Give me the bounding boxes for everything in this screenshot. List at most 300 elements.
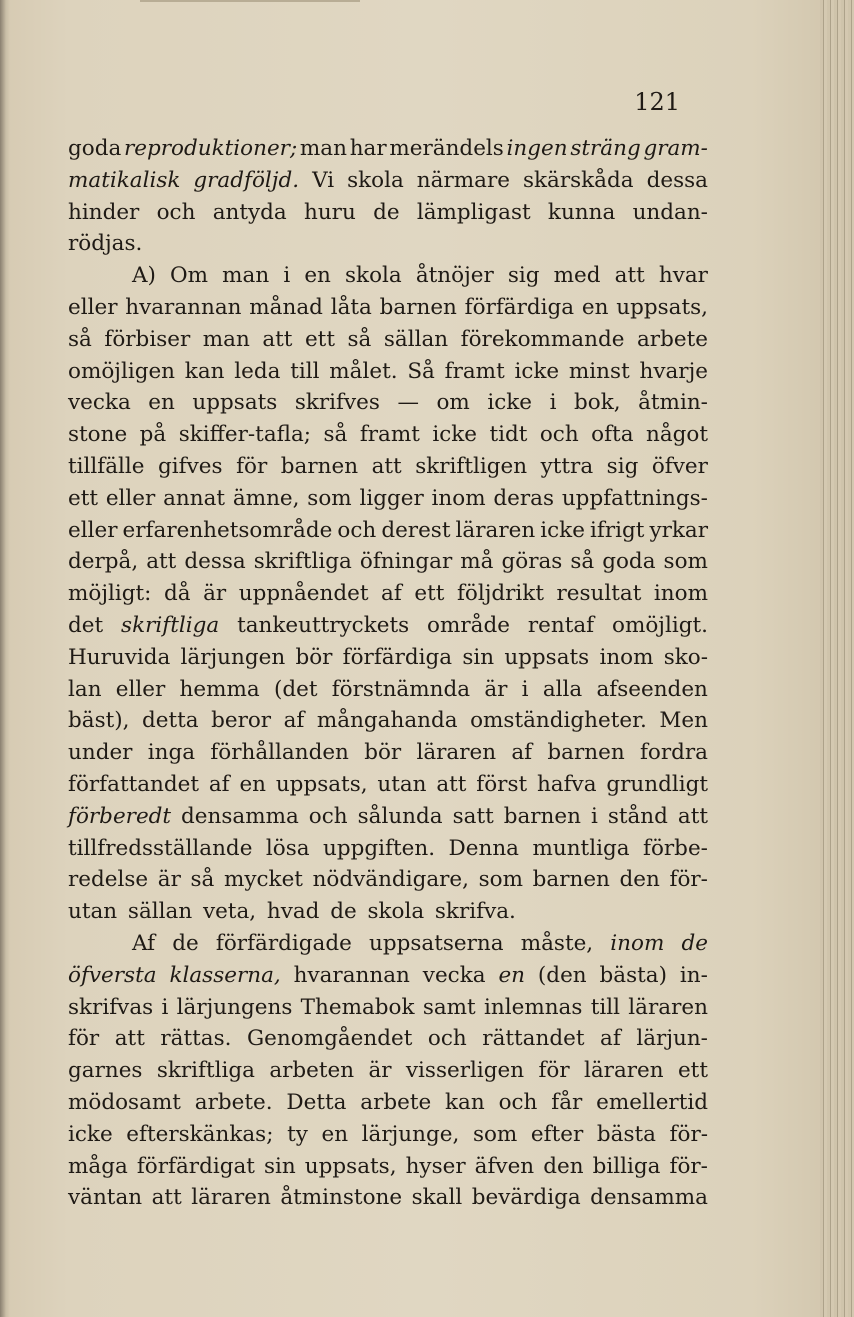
word: mycket xyxy=(223,867,303,893)
word: skola xyxy=(345,263,402,289)
word: skola xyxy=(367,899,425,925)
word: skriftliga xyxy=(156,1058,255,1084)
word: för- xyxy=(669,1121,708,1147)
word: Themabok xyxy=(300,994,415,1020)
word: så xyxy=(190,867,215,893)
word: inom xyxy=(610,930,665,956)
word: hinder xyxy=(68,199,140,225)
word: garnes xyxy=(68,1058,143,1084)
word: att xyxy=(677,803,708,829)
word: de xyxy=(330,899,357,925)
word: i xyxy=(521,676,529,702)
word: veta, xyxy=(202,899,257,925)
word: eller xyxy=(115,676,166,702)
word: redelse xyxy=(68,867,149,893)
text-line xyxy=(68,515,708,547)
page-left-edge xyxy=(0,0,10,1317)
word: en xyxy=(148,390,175,416)
word: man xyxy=(222,263,270,289)
word: matikalisk xyxy=(68,167,181,193)
word: merändels xyxy=(389,136,504,161)
word: i xyxy=(590,803,598,829)
word: läraren xyxy=(191,1185,271,1211)
text-line xyxy=(68,896,708,928)
word: leda xyxy=(234,358,281,384)
text-line xyxy=(68,769,708,801)
word: sålunda xyxy=(357,803,443,829)
word: tankeuttryckets xyxy=(237,612,410,638)
word: derpå, xyxy=(68,549,139,575)
word: hvad xyxy=(266,899,320,925)
word: huru xyxy=(303,199,356,225)
word: och xyxy=(539,422,579,448)
word: kunna xyxy=(547,199,616,225)
word: icke xyxy=(514,358,560,384)
word: gram- xyxy=(643,136,708,161)
text-line xyxy=(68,451,708,483)
word: då xyxy=(163,581,191,607)
word: skriftliga xyxy=(121,612,220,638)
word: till xyxy=(290,358,320,384)
word: i xyxy=(161,994,169,1020)
word: uppsats xyxy=(504,644,590,670)
word: eller xyxy=(105,485,156,511)
word: goda xyxy=(602,549,656,575)
word: måste, xyxy=(520,930,594,956)
text-line xyxy=(68,610,708,642)
word: att xyxy=(436,771,467,797)
word: efterskänkas; xyxy=(126,1121,274,1147)
word: en xyxy=(321,1121,349,1147)
word: som xyxy=(478,867,523,893)
word: skriftliga xyxy=(253,549,352,575)
word: förfärdiga xyxy=(342,644,453,670)
text-line xyxy=(68,1087,708,1119)
word: rentaf xyxy=(527,612,595,638)
word: för- xyxy=(669,1153,708,1179)
word: derest xyxy=(381,517,451,543)
word: eller xyxy=(68,294,118,320)
text-line xyxy=(68,992,708,1024)
text-line xyxy=(68,197,708,229)
word: uppsats, xyxy=(275,771,368,797)
word: närmare xyxy=(416,167,510,193)
word: under xyxy=(68,740,133,766)
text-line xyxy=(68,1151,708,1183)
text-line xyxy=(68,674,708,706)
word: månad xyxy=(249,294,323,320)
word: arbete. xyxy=(194,1089,273,1115)
word: Vi xyxy=(312,167,335,193)
word: hemma xyxy=(179,676,260,702)
word: åtnöjer xyxy=(415,263,494,289)
text-line xyxy=(68,228,708,260)
word: bevärdiga xyxy=(471,1185,581,1211)
word: förhållanden xyxy=(210,740,349,766)
word: hvarannan xyxy=(125,294,242,320)
word: erfarenhetsområde xyxy=(122,517,333,543)
word: hyser xyxy=(405,1153,466,1179)
word: — xyxy=(397,390,419,416)
word: rättas. xyxy=(160,1026,232,1052)
word: icke xyxy=(540,517,585,543)
word: en xyxy=(304,263,331,289)
word: ifrigt xyxy=(589,517,645,543)
word: af xyxy=(381,581,402,607)
word: Så xyxy=(407,358,435,384)
word: i xyxy=(549,390,557,416)
word: äfven xyxy=(474,1153,535,1179)
word: är xyxy=(157,867,181,893)
word: eller xyxy=(68,517,118,543)
word: hvar xyxy=(658,263,708,289)
word: de xyxy=(373,199,400,225)
word: må xyxy=(460,549,494,575)
text-line xyxy=(68,928,708,960)
word: icke xyxy=(68,1121,113,1147)
word: ofta xyxy=(591,422,634,448)
word: en xyxy=(581,294,609,320)
word: skriftligen xyxy=(415,453,528,479)
word: läraren xyxy=(455,517,536,543)
word: för xyxy=(236,453,268,479)
word: detta xyxy=(141,708,199,734)
word: om xyxy=(436,390,470,416)
word: Af xyxy=(132,930,156,956)
word: förfärdiga xyxy=(464,294,575,320)
word: tillfälle xyxy=(68,453,145,479)
word: undan- xyxy=(632,199,708,225)
text-line xyxy=(68,1023,708,1055)
word: att xyxy=(371,453,402,479)
text-line xyxy=(68,864,708,896)
word: satt xyxy=(452,803,494,829)
word: öfversta xyxy=(68,962,157,988)
word: öfningar xyxy=(359,549,453,575)
word: möjligt: xyxy=(68,581,152,607)
text-line xyxy=(68,960,708,992)
word: som xyxy=(472,1121,518,1147)
word: bok, xyxy=(573,390,621,416)
word: ämne, xyxy=(232,485,300,511)
word: rödjas. xyxy=(68,231,143,257)
word: muntliga xyxy=(532,835,630,861)
word: gifves xyxy=(158,453,223,479)
word: arbeten xyxy=(269,1058,355,1084)
word: afseenden xyxy=(596,676,708,702)
text-line xyxy=(68,546,708,578)
text-line xyxy=(68,356,708,388)
word: stone xyxy=(68,422,128,448)
word: uppgiften. xyxy=(323,835,436,861)
word: omöjligt. xyxy=(612,612,708,638)
word: uppnåendet xyxy=(238,581,369,607)
top-rule xyxy=(140,0,360,2)
word: det xyxy=(68,612,104,638)
word: lösa xyxy=(265,835,310,861)
word: lärjungens xyxy=(176,994,293,1020)
word: för xyxy=(68,1026,100,1052)
word: emellertid xyxy=(596,1089,708,1115)
word: uppsats xyxy=(192,390,278,416)
word: att xyxy=(151,1185,182,1211)
word: och xyxy=(427,1026,467,1052)
word: förbiser xyxy=(104,326,191,352)
word: lämpligast xyxy=(416,199,531,225)
word: i xyxy=(283,263,291,289)
word: lärjunge, xyxy=(361,1121,460,1147)
word: klasserna, xyxy=(169,962,281,988)
word: grundligt xyxy=(606,771,708,797)
word: tidt xyxy=(489,422,528,448)
text-line xyxy=(68,578,708,610)
word: mödosamt xyxy=(68,1089,181,1115)
word: är xyxy=(484,676,508,702)
word: förstnämnda xyxy=(331,676,471,702)
word: skrifva. xyxy=(434,899,516,925)
text-line xyxy=(68,292,708,324)
word: uppfattnings- xyxy=(561,485,708,511)
word: till xyxy=(590,994,620,1020)
word: uppsatserna xyxy=(368,930,504,956)
text-line xyxy=(68,1119,708,1151)
word: läraren xyxy=(583,1058,664,1084)
body-text xyxy=(68,133,708,1214)
word: den xyxy=(543,1153,584,1179)
word: förbe- xyxy=(643,835,708,861)
word: man xyxy=(299,136,347,161)
word: först xyxy=(476,771,528,797)
word: lärjungen xyxy=(180,644,286,670)
word: samt xyxy=(422,994,476,1020)
word: så xyxy=(347,326,372,352)
word: skärskåda xyxy=(522,167,634,193)
word: läraren xyxy=(628,994,708,1020)
word: ett xyxy=(68,485,99,511)
word: A) xyxy=(132,263,156,289)
word: barnen xyxy=(379,294,457,320)
word: deras xyxy=(493,485,555,511)
word: de xyxy=(681,930,708,956)
word: på xyxy=(139,422,167,448)
word: minst xyxy=(568,358,630,384)
word: följdrikt xyxy=(456,581,544,607)
word: omöjligen xyxy=(68,358,176,384)
word: den xyxy=(619,867,660,893)
word: stånd xyxy=(607,803,668,829)
word: är xyxy=(368,1058,392,1084)
word: Genomgåendet xyxy=(247,1026,413,1052)
word: med xyxy=(553,263,601,289)
word: dessa xyxy=(646,167,708,193)
text-line xyxy=(68,1055,708,1087)
word: författandet xyxy=(68,771,200,797)
word: förfärdigade xyxy=(215,930,352,956)
text-line xyxy=(68,801,708,833)
word: (det xyxy=(273,676,318,702)
word: Om xyxy=(170,263,209,289)
word: så xyxy=(323,422,348,448)
word: sin xyxy=(263,1153,296,1179)
word: hvarje xyxy=(639,358,708,384)
text-line xyxy=(68,1182,708,1214)
word: målet. xyxy=(329,358,398,384)
word: de xyxy=(172,930,199,956)
word: bästa xyxy=(596,1121,656,1147)
word: arbete xyxy=(360,1089,432,1115)
word: sin xyxy=(462,644,495,670)
word: får xyxy=(551,1089,583,1115)
word: af xyxy=(600,1026,621,1052)
word: ett xyxy=(414,581,445,607)
word: visserligen xyxy=(405,1058,525,1084)
word: för xyxy=(538,1058,570,1084)
word: rättandet xyxy=(482,1026,585,1052)
page-number: 121 xyxy=(634,88,680,116)
word: tillfredsställande xyxy=(68,835,253,861)
word: ty xyxy=(287,1121,308,1147)
word: åtminstone xyxy=(280,1185,403,1211)
word: lan xyxy=(68,676,102,702)
word: utan xyxy=(377,771,427,797)
word: uppsats, xyxy=(616,294,708,320)
word: väntan xyxy=(68,1185,143,1211)
word: och xyxy=(156,199,196,225)
word: sällan xyxy=(127,899,193,925)
text-line xyxy=(68,260,708,292)
word: annat xyxy=(163,485,226,511)
word: förfärdigat xyxy=(136,1153,255,1179)
word: inlemnas xyxy=(484,994,583,1020)
text-line xyxy=(68,705,708,737)
word: yttra xyxy=(540,453,594,479)
word: göras xyxy=(501,549,563,575)
word: densamma xyxy=(181,803,299,829)
text-line xyxy=(68,833,708,865)
text-line xyxy=(68,387,708,419)
word: billiga xyxy=(592,1153,661,1179)
word: sig xyxy=(606,453,639,479)
word: sträng xyxy=(570,136,641,161)
word: beror xyxy=(211,708,272,734)
word: inom xyxy=(599,644,654,670)
word: så xyxy=(68,326,92,352)
word: skrifves xyxy=(294,390,380,416)
word: nödvändigare, xyxy=(312,867,469,893)
word: och xyxy=(337,517,377,543)
word: som xyxy=(663,549,708,575)
word: hafva xyxy=(536,771,597,797)
word: omständigheter. xyxy=(470,708,647,734)
word: af xyxy=(511,740,533,766)
word: bör xyxy=(364,740,402,766)
word: vecka xyxy=(68,390,131,416)
word: skiffer-tafla; xyxy=(178,422,312,448)
text-line xyxy=(68,324,708,356)
word: åtmin- xyxy=(638,390,708,416)
word: in- xyxy=(679,962,708,988)
word: af xyxy=(208,771,230,797)
word: Huruvida xyxy=(68,644,171,670)
text-line xyxy=(68,483,708,515)
text-line xyxy=(68,737,708,769)
word: uppsats, xyxy=(304,1153,397,1179)
word: en xyxy=(239,771,267,797)
word: Detta xyxy=(286,1089,347,1115)
word: barnen xyxy=(547,740,625,766)
word: måga xyxy=(68,1153,128,1179)
word: och xyxy=(308,803,348,829)
word: läraren xyxy=(416,740,497,766)
word: densamma xyxy=(590,1185,708,1211)
word: så xyxy=(570,549,595,575)
word: efter xyxy=(530,1121,584,1147)
word: dessa xyxy=(184,549,246,575)
word: ett xyxy=(677,1058,708,1084)
word: område xyxy=(427,612,510,638)
word: har xyxy=(349,136,387,161)
word: sko- xyxy=(663,644,708,670)
word: ligger xyxy=(359,485,424,511)
word: kan xyxy=(445,1089,485,1115)
word: barnen xyxy=(280,453,359,479)
word: och xyxy=(498,1089,538,1115)
word: antyda xyxy=(212,199,287,225)
word: inom xyxy=(431,485,486,511)
text-line xyxy=(68,642,708,674)
word: reproduktioner; xyxy=(124,136,298,161)
word: gradföljd. xyxy=(193,167,300,193)
word: bästa) xyxy=(599,962,668,988)
word: öfver xyxy=(651,453,708,479)
text-line xyxy=(68,419,708,451)
word: är xyxy=(203,581,227,607)
word: ingen xyxy=(506,136,568,161)
word: bör xyxy=(295,644,333,670)
word: bäst), xyxy=(68,708,130,734)
word: icke xyxy=(432,422,478,448)
word: resultat xyxy=(556,581,642,607)
word: för- xyxy=(669,867,708,893)
word: Denna xyxy=(448,835,519,861)
word: fordra xyxy=(639,740,708,766)
word: hvarannan xyxy=(293,962,410,988)
word: ett xyxy=(304,326,335,352)
word: skola xyxy=(347,167,404,193)
word: att xyxy=(114,1026,145,1052)
word: man xyxy=(202,326,250,352)
word: goda xyxy=(68,136,122,161)
word: låta xyxy=(330,294,372,320)
word: att xyxy=(614,263,645,289)
word: utan xyxy=(68,899,118,925)
word: arbete xyxy=(636,326,708,352)
word: skall xyxy=(411,1185,463,1211)
word: lärjun- xyxy=(636,1026,708,1052)
word: framt xyxy=(359,422,420,448)
word: af xyxy=(283,708,305,734)
text-line xyxy=(68,133,708,165)
word: kan xyxy=(184,358,225,384)
word: inom xyxy=(653,581,708,607)
word: vecka xyxy=(422,962,486,988)
word: sällan xyxy=(383,326,449,352)
word: en xyxy=(498,962,526,988)
word: att xyxy=(262,326,293,352)
word: alla xyxy=(542,676,583,702)
word: förekommande xyxy=(460,326,625,352)
word: Men xyxy=(659,708,708,734)
